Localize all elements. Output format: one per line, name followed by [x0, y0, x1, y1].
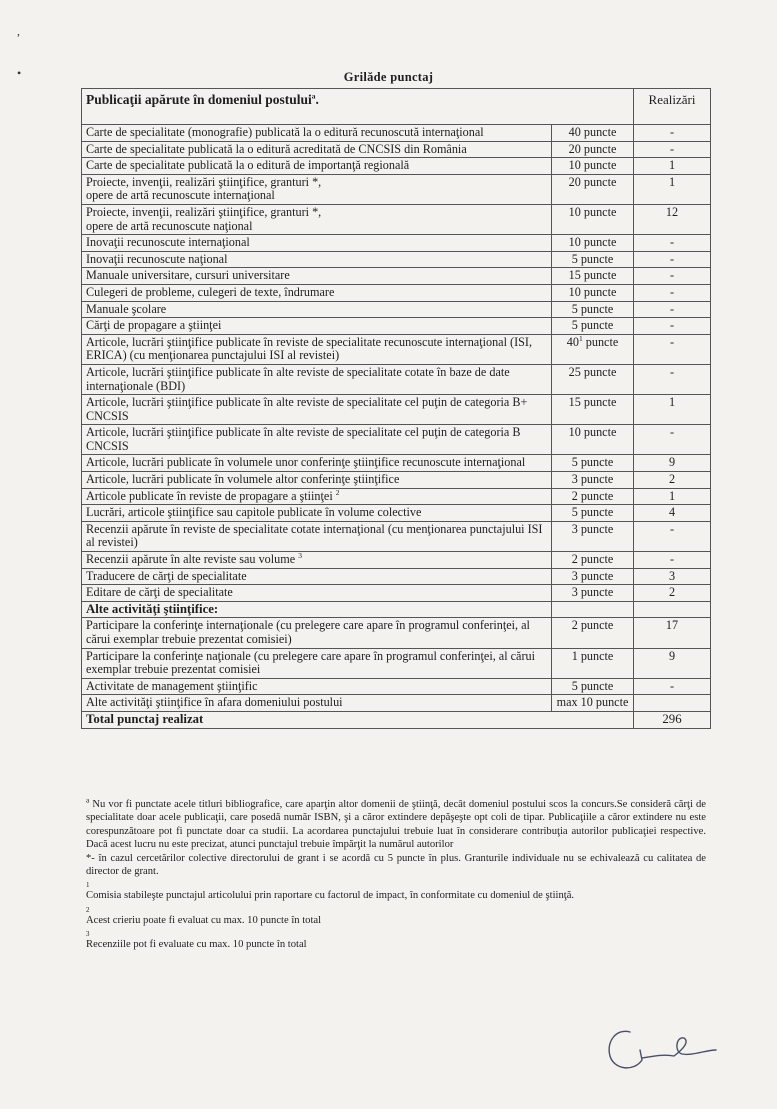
row-result: 1 [634, 488, 711, 505]
row-result: 2 [634, 585, 711, 602]
row-result: 9 [634, 648, 711, 678]
note-a: $^a$ Nu vor fi punctate acele titluri bibliografice, care aparţin altor domenii de ştiinţă, decât domeniul postului scos la concurs.Se consideră cărţi de specialitate doar acele publicaţii, care posedă număr ISBN, şi a căror extindere depăşeşte opt coli de tipar. Publicaţiile a căror extindere nu este corespunzătoare pot fi punctate doar ca studii. La acordarea punctajului trebuie luat în considerare contribuţia autorilor publicaţiei respective. Dacă acest lucru nu este precizat, atunci punctajul trebuie împărţit la numărul autorilor [86, 795, 706, 851]
row-result: - [634, 301, 711, 318]
table-row [82, 648, 711, 678]
row-result: - [634, 284, 711, 301]
page-mark: • [17, 66, 22, 80]
table-row [82, 585, 711, 602]
footnote-1: 1 Comisia stabileşte punctajul articolului prin raportare cu factorul de impact, în conformitate cu domeniul de ştiinţă. [86, 881, 575, 902]
row-description: Recenzii apărute în alte reviste sau volume $^3$ [82, 552, 552, 569]
table-row [82, 334, 711, 364]
row-description: Participare la conferinţe internaţionale (cu prelegere care apare în programul conferinţei, al cărui exemplar trebuie prezentat comisiei) [82, 618, 552, 648]
row-description: Articole publicate în reviste de propagare a ştiinţei $^2$ [82, 488, 552, 505]
table-row [82, 301, 711, 318]
row-points: 20 puncte [552, 141, 634, 158]
row-result [634, 695, 711, 712]
row-points: 5 puncte [552, 251, 634, 268]
table-row [82, 318, 711, 335]
row-result: - [634, 552, 711, 569]
row-result: - [634, 364, 711, 394]
footnote-3: 3 Recenziile pot fi evaluate cu max. 10 puncte în total [86, 930, 307, 951]
row-points: 15 puncte [552, 395, 634, 425]
table-row [82, 472, 711, 489]
note-star: *- în cazul cercetărilor colective directorului de grant i se acordă cu 5 puncte în plus. Granturile individuale nu se echivalează cu calitatea de director de grant. [86, 852, 706, 878]
row-points: 5 puncte [552, 455, 634, 472]
row-description: Articole, lucrări ştiinţifice publicate în alte reviste de specialitate cel puţin de categoria B CNCSIS [82, 425, 552, 455]
row-points: 40 puncte [552, 125, 634, 142]
signature-stroke [609, 1031, 716, 1068]
row-result: - [634, 251, 711, 268]
footnotes [86, 795, 706, 952]
row-result: 3 [634, 568, 711, 585]
row-result: 12 [634, 204, 711, 234]
row-description: Inovaţii recunoscute internaţional [82, 235, 552, 252]
row-points: 1 puncte [552, 648, 634, 678]
table-row [82, 284, 711, 301]
row-result: 1 [634, 158, 711, 175]
table-row [82, 125, 711, 142]
footnote-2: 2 Acest crieriu poate fi evaluat cu max. 10 puncte în total [86, 905, 322, 926]
row-description: Traducere de cărţi de specialitate [82, 568, 552, 585]
row-description: Carte de specialitate publicată la o editură acreditată de CNCSIS din România [82, 141, 552, 158]
table-row [82, 678, 711, 695]
row-points: 10 puncte [552, 284, 634, 301]
table-header-row [82, 89, 711, 125]
row-description: Articole, lucrări ştiinţifice publicate în reviste de specialitate recunoscute internaţional (ISI, ERICA) (cu menţionarea punctajului ISI al revistei) [82, 334, 552, 364]
row-points: 3 puncte [552, 472, 634, 489]
section-title: Alte activităţi ştiinţifice: [82, 601, 552, 618]
row-points: 3 puncte [552, 568, 634, 585]
page-title: Grilăde punctaj [343, 70, 434, 84]
row-description: Lucrări, articole ştiinţifice sau capitole publicate în volume colective [82, 505, 552, 522]
row-result: - [634, 318, 711, 335]
row-points: 5 puncte [552, 678, 634, 695]
row-result: 9 [634, 455, 711, 472]
row-result: - [634, 141, 711, 158]
row-description: Articole, lucrări ştiinţifice publicate în alte reviste de specialitate cel puţin de categoria B+ CNCSIS [82, 395, 552, 425]
row-description: Proiecte, invenţii, realizări ştiinţifice, granturi *, opere de artă recunoscute naţional [82, 204, 552, 234]
row-description: Manuale şcolare [82, 301, 552, 318]
total-label: Total punctaj realizat [82, 711, 634, 728]
row-points: 3 puncte [552, 585, 634, 602]
row-description: Proiecte, invenţii, realizări ştiinţifice, granturi *, opere de artă recunoscute internaţional [82, 174, 552, 204]
section-points-empty [552, 601, 634, 618]
row-points: 25 puncte [552, 364, 634, 394]
row-points: 20 puncte [552, 174, 634, 204]
row-description: Culegeri de probleme, culegeri de texte, îndrumare [82, 284, 552, 301]
row-result: - [634, 678, 711, 695]
row-result: - [634, 334, 711, 364]
table-row [82, 158, 711, 175]
total-value: 296 [634, 711, 711, 728]
table-row [82, 425, 711, 455]
row-description: Editare de cărţi de specialitate [82, 585, 552, 602]
row-description: Participare la conferinţe naţionale (cu prelegere care apare în programul conferinţei, al cărui exemplar trebuie prezentat comisiei [82, 648, 552, 678]
row-points: 2 puncte [552, 488, 634, 505]
row-description: Recenzii apărute în reviste de specialitate cotate internaţional (cu menţionarea punctajului ISI al revistei) [82, 521, 552, 551]
row-result: 1 [634, 174, 711, 204]
row-result: - [634, 235, 711, 252]
table-row [82, 251, 711, 268]
table-row [82, 568, 711, 585]
table-row [82, 552, 711, 569]
signature [602, 1020, 722, 1080]
row-description: Alte activităţi ştiinţifice în afara domeniului postului [82, 695, 552, 712]
score-table [81, 88, 711, 729]
row-description: Cărţi de propagare a ştiinţei [82, 318, 552, 335]
table-row [82, 618, 711, 648]
row-result: - [634, 125, 711, 142]
row-description: Inovaţii recunoscute naţional [82, 251, 552, 268]
row-result: 2 [634, 472, 711, 489]
section-result-empty [634, 601, 711, 618]
row-points: 10 puncte [552, 158, 634, 175]
row-result: 1 [634, 395, 711, 425]
row-points: 10 puncte [552, 425, 634, 455]
row-points: 5 puncte [552, 505, 634, 522]
total-row [82, 711, 711, 728]
row-result: - [634, 425, 711, 455]
table-row [82, 505, 711, 522]
table-row [82, 488, 711, 505]
table-row [82, 695, 711, 712]
row-points: 2 puncte [552, 618, 634, 648]
row-points: 3 puncte [552, 521, 634, 551]
row-description: Carte de specialitate publicată la o editură de importanţă regională [82, 158, 552, 175]
row-description: Activitate de management ştiinţific [82, 678, 552, 695]
row-points: max 10 puncte [552, 695, 634, 712]
header-category: Publicaţii apărute în domeniul postului$^a$. [82, 89, 634, 125]
row-description: Articole, lucrări publicate în volumele unor conferinţe ştiinţifice recunoscute internaţional [82, 455, 552, 472]
table-row [82, 141, 711, 158]
row-description: Manuale universitare, cursuri universitare [82, 268, 552, 285]
row-result: 4 [634, 505, 711, 522]
table-row [82, 268, 711, 285]
row-points: 10 puncte [552, 204, 634, 234]
page-mark: , [17, 24, 20, 38]
table-row [82, 204, 711, 234]
row-points: 5 puncte [552, 318, 634, 335]
table-row [82, 455, 711, 472]
header-results: Realizări [634, 89, 711, 125]
table-row [82, 395, 711, 425]
row-result: - [634, 521, 711, 551]
row-result: - [634, 268, 711, 285]
row-points: 10 puncte [552, 235, 634, 252]
section-header-row [82, 601, 711, 618]
row-result: 17 [634, 618, 711, 648]
table-row [82, 174, 711, 204]
row-description: Articole, lucrări publicate în volumele altor conferinţe ştiinţifice [82, 472, 552, 489]
row-description: Carte de specialitate (monografie) publicată la o editură recunoscută internaţional [82, 125, 552, 142]
row-points: 2 puncte [552, 552, 634, 569]
row-points: 15 puncte [552, 268, 634, 285]
row-points: 5 puncte [552, 301, 634, 318]
row-description: Articole, lucrări ştiinţifice publicate în alte reviste de specialitate cotate în baze de date internaţionale (BDI) [82, 364, 552, 394]
table-row [82, 521, 711, 551]
table-row [82, 235, 711, 252]
row-points: $40^1$ puncte [552, 334, 634, 364]
table-row [82, 364, 711, 394]
